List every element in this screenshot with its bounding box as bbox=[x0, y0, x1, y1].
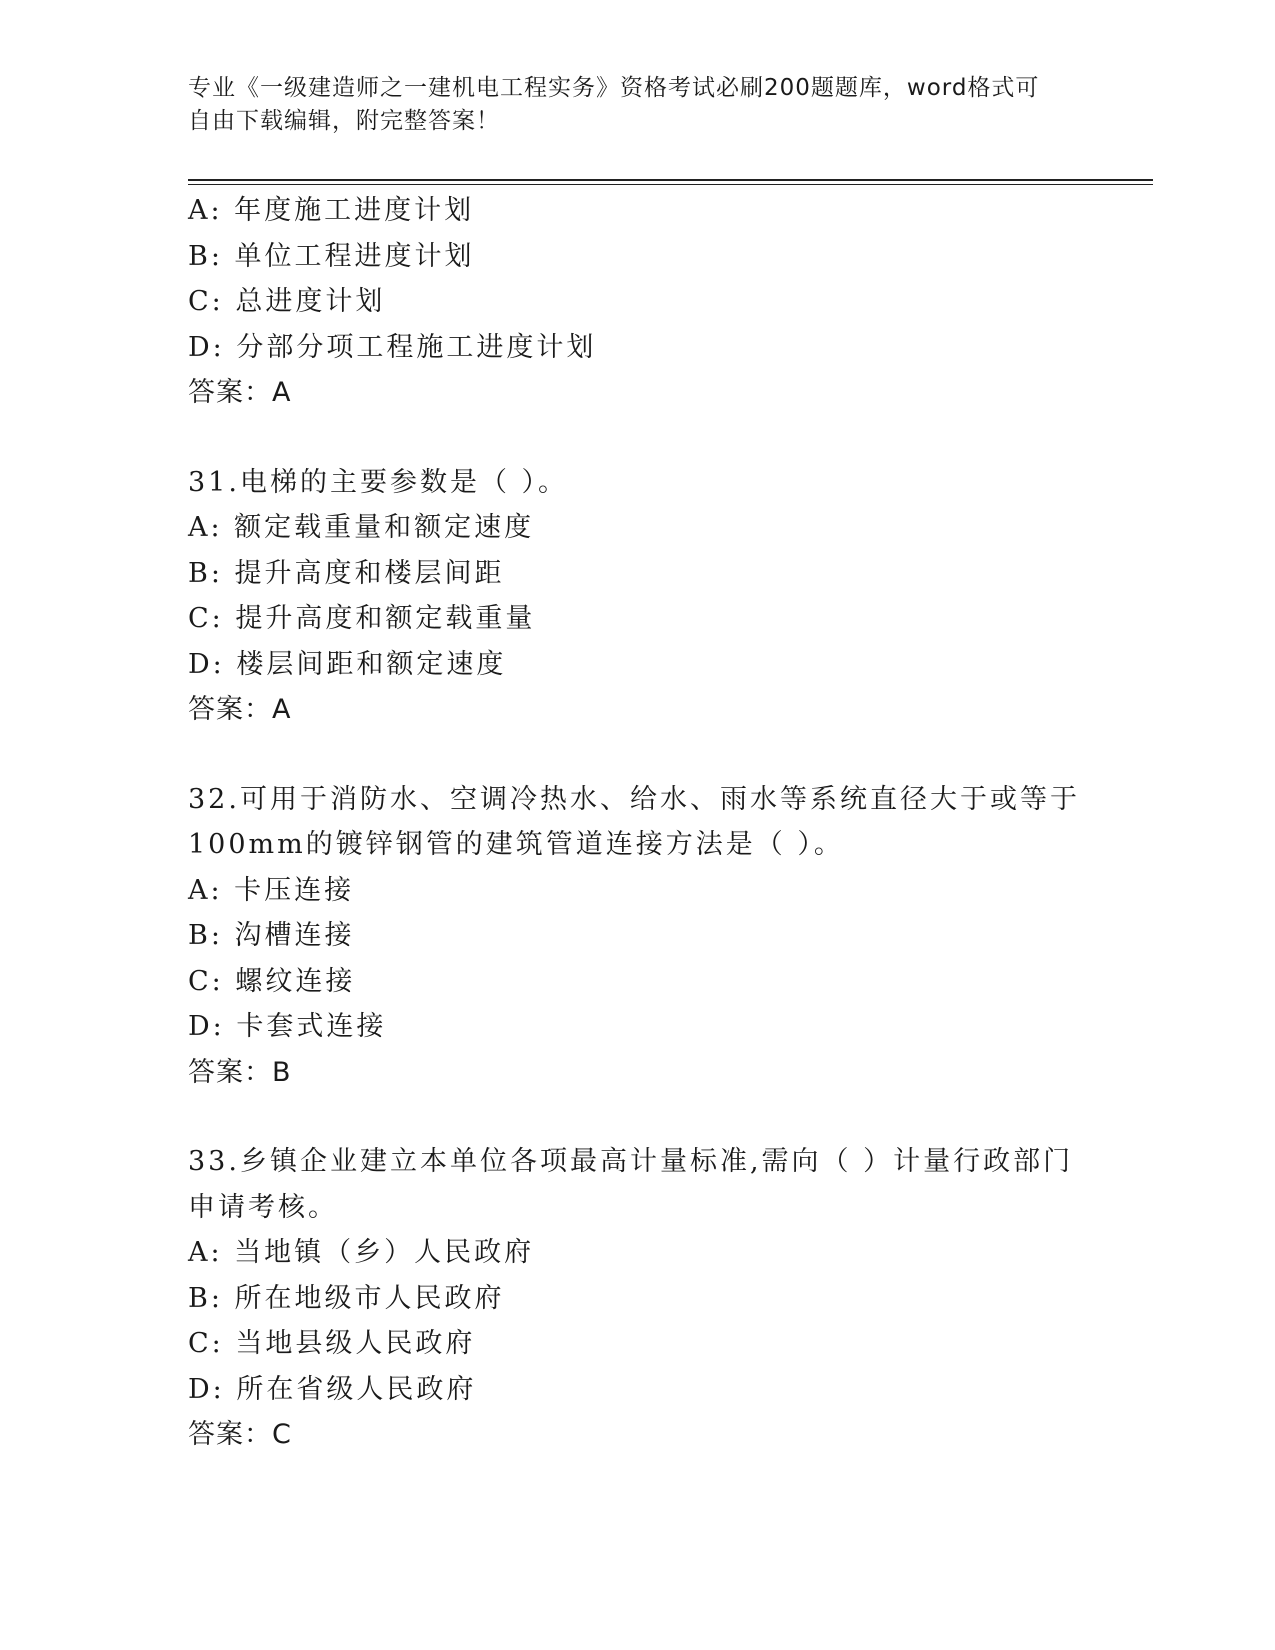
header-divider-thin bbox=[188, 184, 1153, 185]
question-block bbox=[188, 188, 1088, 416]
option-d: D: 卡套式连接 bbox=[188, 1011, 387, 1042]
question-block bbox=[188, 777, 1088, 1096]
option-c: C: 当地县级人民政府 bbox=[188, 1328, 476, 1359]
option-c: C: 提升高度和额定载重量 bbox=[188, 603, 536, 634]
option-d: D: 所在省级人民政府 bbox=[188, 1373, 477, 1405]
option-a: A: 卡压连接 bbox=[188, 874, 355, 906]
option-a: A: 年度施工进度计划 bbox=[188, 195, 475, 226]
header-divider-thick bbox=[188, 179, 1153, 181]
header-line-2: 自由下载编辑，附完整答案！ bbox=[188, 108, 500, 134]
question-text: 33.乡镇企业建立本单位各项最高计量标准,需向（ ）计量行政部门 申请考核。 bbox=[188, 1146, 1074, 1223]
header-line-1: 专业《一级建造师之一建机电工程实务》资格考试必刷200题题库，word格式可 bbox=[188, 75, 1040, 101]
option-a: A: 额定载重量和额定速度 bbox=[188, 512, 535, 543]
document-header bbox=[188, 72, 1068, 138]
question-block bbox=[188, 1139, 1088, 1458]
option-b: B: 提升高度和楼层间距 bbox=[188, 557, 505, 589]
answer-line: 答案：B bbox=[188, 1056, 292, 1088]
question-list bbox=[188, 188, 1088, 1502]
option-c: C: 螺纹连接 bbox=[188, 965, 356, 997]
option-a: A: 当地镇（乡）人民政府 bbox=[188, 1237, 535, 1268]
option-b: B: 单位工程进度计划 bbox=[188, 240, 475, 272]
answer-line: 答案：A bbox=[188, 377, 292, 408]
question-text: 32.可用于消防水、空调冷热水、给水、雨水等系统直径大于或等于 100mm的镀锌钢管的建筑管道连接方法是（ ）。 bbox=[188, 783, 1080, 860]
answer-line: 答案：A bbox=[188, 694, 292, 725]
option-b: B: 所在地级市人民政府 bbox=[188, 1282, 505, 1314]
question-text: 31.电梯的主要参数是（ ）。 bbox=[188, 466, 569, 498]
option-d: D: 分部分项工程施工进度计划 bbox=[188, 331, 597, 363]
option-c: C: 总进度计划 bbox=[188, 286, 386, 317]
question-block bbox=[188, 460, 1088, 733]
answer-line: 答案：C bbox=[188, 1419, 292, 1450]
option-b: B: 沟槽连接 bbox=[188, 920, 355, 951]
option-d: D: 楼层间距和额定速度 bbox=[188, 648, 507, 680]
